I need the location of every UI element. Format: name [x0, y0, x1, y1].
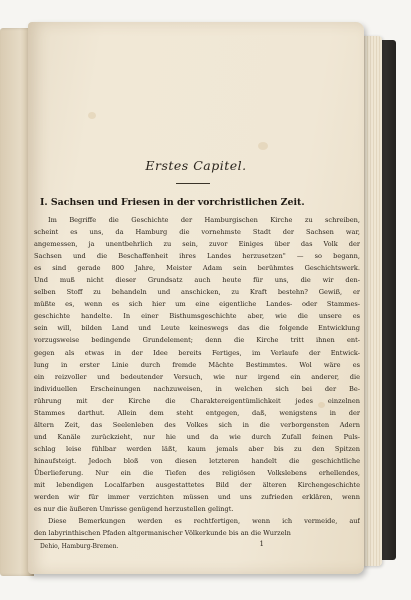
text-line: es nur die äußeren Umrisse genügend herzustellen gelingt. — [34, 505, 234, 514]
text-line: vorzugsweise bedingende Grundelement; denn die Kirche tritt ihnen ent- — [34, 336, 360, 345]
text-line: Im Begriffe die Geschichte der Hamburgischen Kirche zu schreiben, — [48, 216, 360, 224]
text-line: geschichte handelte. In einer Bisthumsgeschichte aber, wie die unsere es — [34, 312, 360, 321]
text-line: ältern Zeit, das Seelenleben des Volkes sich in die verborgensten Adern — [34, 420, 360, 429]
footer-signature: Dehio, Hamburg-Bremen. — [40, 543, 119, 550]
text-line: schlag leise fühlbar werden läßt, kaum jemals aber bis zu den Spitzen — [34, 444, 360, 453]
text-line: und Kanäle zurückzieht, nur hie und da wie durch Zufall feinen Puls- — [34, 432, 360, 441]
page-number: 1 — [259, 540, 264, 548]
text-line: es sind gerade 800 Jahre, Meister Adam sein berühmtes Geschichtswerk. — [34, 264, 360, 273]
text-line: den labyrinthischen Pfaden altgermanischer Völkerkunde bis an die Wurzeln — [34, 529, 291, 538]
chapter-title: Erstes Capitel. — [145, 158, 247, 173]
text-line: Und muß nicht dieser Grundsatz auch heute für uns, die wir den- — [34, 276, 360, 285]
text-line: Sachsen und die Beschaffenheit ihres Landes herzusetzen" — so begann, — [34, 252, 360, 261]
text-line: Überlieferung. Nur ein die Tiefen des religiösen Volkslebens erhellendes, — [34, 468, 360, 477]
text-line: rührung mit der Kirche die Charaktereigentümlichkeit jedes einzelnen — [34, 396, 360, 405]
text-line: scheint es uns, da Hamburg die vornehmste Stadt der Sachsen war, — [34, 228, 360, 237]
text-line: lung in erster Linie durch fremde Mächte Bestimmtes. Wol wäre es — [34, 360, 360, 369]
section-title: I. Sachsen und Friesen in der vorchristlichen Zeit. — [40, 197, 305, 208]
body-text — [34, 214, 360, 539]
text-line: werden wir für immer verzichten müssen und uns zufrieden erklären, wenn — [34, 493, 360, 502]
text-line: Stammes darthut. Allein dem steht entgegen, daß, wenigstens in der — [34, 408, 360, 417]
text-line: mit lebendigen Localfarben ausgestattetes Bild der älteren Kirchengeschichte — [34, 481, 360, 490]
title-rule — [176, 183, 210, 184]
text-line: hinaufsteigt. Jedoch bloß von diesen letzteren handelt die geschichtliche — [34, 456, 360, 465]
text-line: angemessen, ja unentbehrlich zu sein, zuvor Einiges über das Volk der — [34, 240, 360, 249]
text-line: ein reizvoller und bedeutender Versuch, wie nur irgend ein anderer, die — [34, 372, 360, 381]
text-line: individuellen Erscheinungen nachzuweisen, in welchen sich bei der Be- — [34, 384, 360, 393]
text-line: selben Stoff zu behandeln und anschicken, zu Kraft bestehn? Gewiß, er — [34, 288, 360, 297]
paper-stain — [258, 142, 268, 150]
text-line: Diese Bemerkungen werden es rechtfertigen, wenn ich vermeide, auf — [48, 517, 360, 526]
text-line: müßte es, wenn es sich hier um eine eigentliche Landes- oder Stammes- — [34, 300, 360, 309]
paper-stain — [88, 112, 96, 119]
footer-rule — [34, 539, 94, 540]
text-line: gegen als etwas in der Idee bereits Fertiges, im Verlaufe der Entwick- — [34, 348, 360, 357]
text-line: sein will, bilden Land und Leute keineswegs das die folgende Entwicklung — [34, 324, 360, 333]
